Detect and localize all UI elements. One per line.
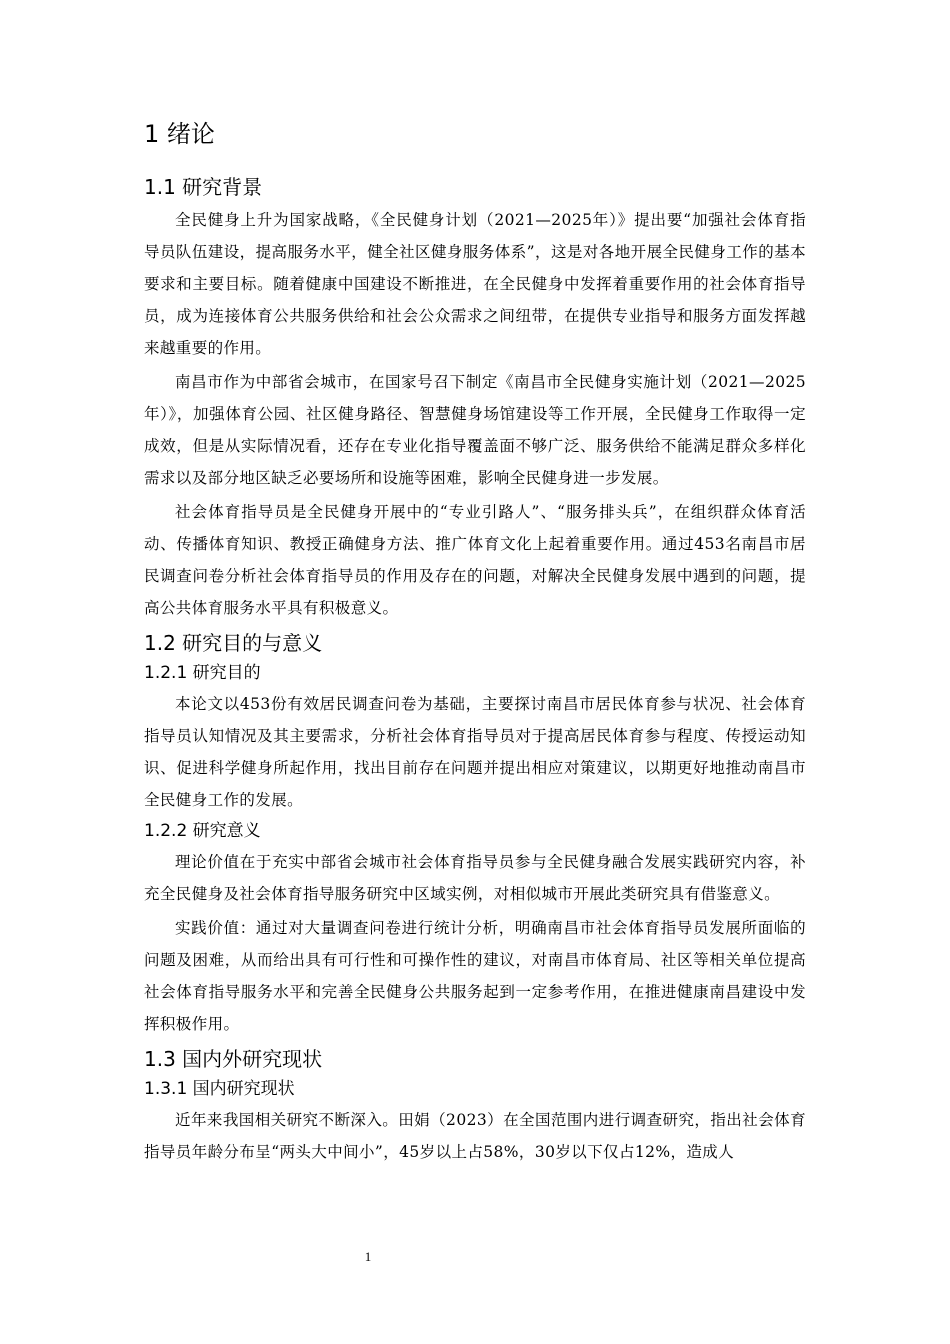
paragraph: 全民健身上升为国家战略，《全民健身计划（2021—2025年）》提出要“加强社会体育指导员队伍建设，提高服务水平，健全社区健身服务体系”，这是对各地开展全民健身工作的基本要求和主要目标。随着健康中国建设不断推进，在全民健身中发挥着重要作用的社会体育指导员，成为连接体育公共服务供给和社会公众需求之间纽带，在提供专业指导和服务方面发挥越来越重要的作用。 <box>144 211 806 357</box>
section-heading-1-1: 1.1 研究背景 <box>144 175 263 199</box>
subsection-heading-1-2-1: 1.2.1 研究目的 <box>144 663 261 683</box>
chapter-heading: 1 绪论 <box>144 120 215 148</box>
paragraph: 近年来我国相关研究不断深入。田娟（2023）在全国范围内进行调查研究，指出社会体育指导员年龄分布呈“两头大中间小”，45岁以上占58%，30岁以下仅占12%，造成人 <box>144 1111 806 1161</box>
paragraph: 社会体育指导员是全民健身开展中的“专业引路人”、“服务排头兵”，在组织群众体育活动、传播体育知识、教授正确健身方法、推广体育文化上起着重要作用。通过453名南昌市居民调查问卷分析社会体育指导员的作用及存在的问题，对解决全民健身发展中遇到的问题，提高公共体育服务水平具有积极意义。 <box>144 503 806 617</box>
section-heading-1-3: 1.3 国内外研究现状 <box>144 1047 323 1071</box>
page-number: 1 <box>364 1249 372 1264</box>
subsection-heading-1-2-2: 1.2.2 研究意义 <box>144 821 261 841</box>
paragraph: 理论价值在于充实中部省会城市社会体育指导员参与全民健身融合发展实践研究内容，补充全民健身及社会体育指导服务研究中区域实例，对相似城市开展此类研究具有借鉴意义。 <box>144 853 806 903</box>
paragraph: 实践价值：通过对大量调查问卷进行统计分析，明确南昌市社会体育指导员发展所面临的问题及困难，从而给出具有可行性和可操作性的建议，对南昌市体育局、社区等相关单位提高社会体育指导服务水平和完善全民健身公共服务起到一定参考作用，在推进健康南昌建设中发挥积极作用。 <box>144 919 806 1033</box>
page-content <box>144 110 806 1170</box>
paragraph: 本论文以453份有效居民调查问卷为基础，主要探讨南昌市居民体育参与状况、社会体育指导员认知情况及其主要需求，分析社会体育指导员对于提高居民体育参与程度、传授运动知识、促进科学健身所起作用，找出目前存在问题并提出相应对策建议，以期更好地推动南昌市全民健身工作的发展。 <box>144 695 806 809</box>
subsection-heading-1-3-1: 1.3.1 国内研究现状 <box>144 1079 295 1099</box>
section-heading-1-2: 1.2 研究目的与意义 <box>144 631 323 655</box>
paragraph: 南昌市作为中部省会城市，在国家号召下制定《南昌市全民健身实施计划（2021—2025年）》，加强体育公园、社区健身路径、智慧健身场馆建设等工作开展，全民健身工作取得一定成效，但是从实际情况看，还存在专业化指导覆盖面不够广泛、服务供给不能满足群众多样化需求以及部分地区缺乏必要场所和设施等困难，影响全民健身进一步发展。 <box>144 373 806 487</box>
